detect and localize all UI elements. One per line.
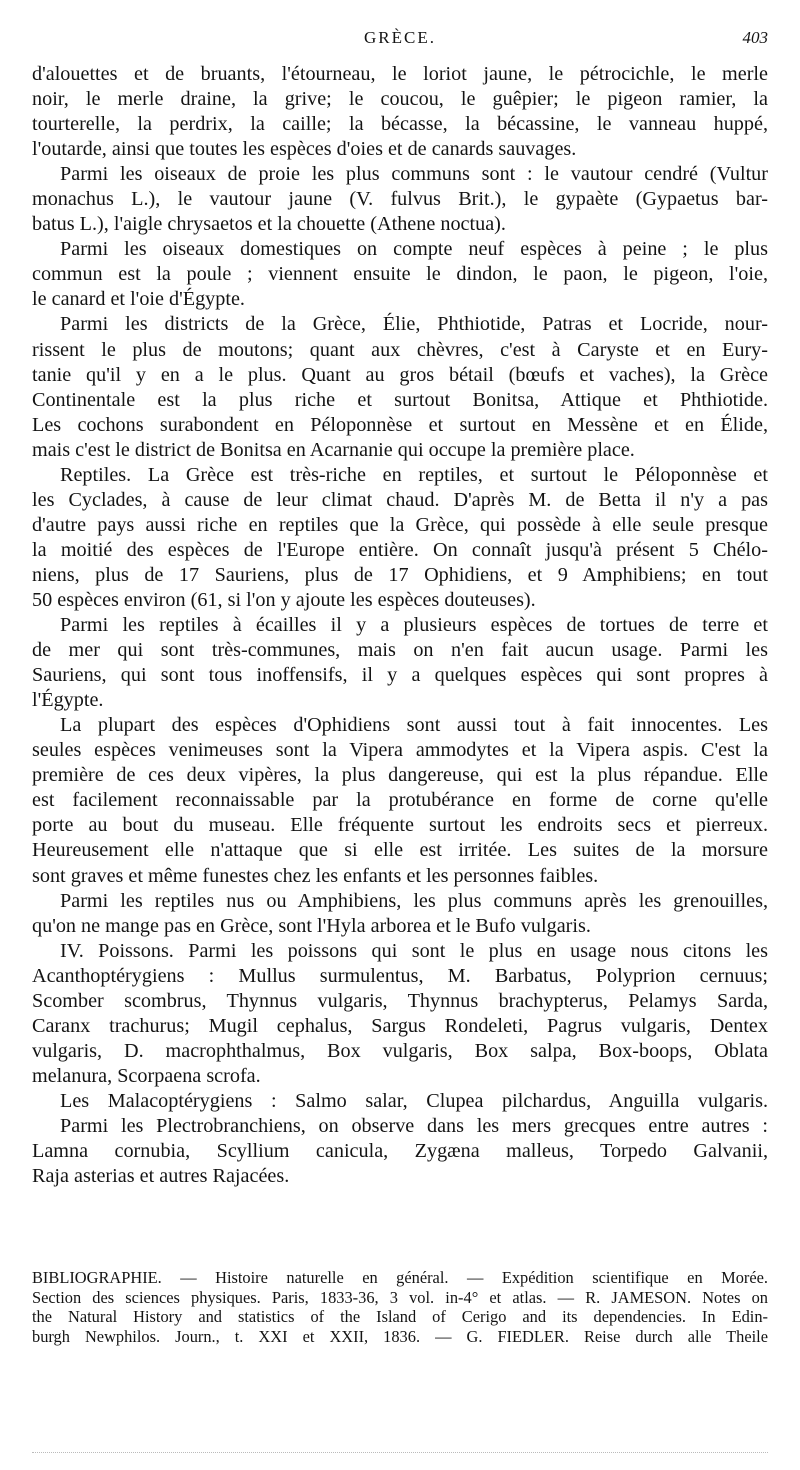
text-line: Lamna cornubia, Scyllium canicula, Zygæna malleus, Torpedo Galvanii, (32, 1140, 768, 1163)
text-line: Parmi les districts de la Grèce, Élie, Phthiotide, Patras et Locride, nour- (60, 313, 768, 336)
text-line: Reptiles. La Grèce est très-riche en reptiles, et surtout le Péloponnèse et (60, 463, 768, 486)
text-line: de mer qui sont très-communes, mais on n'en fait aucun usage. Parmi les (32, 639, 768, 662)
text-line: Scomber scombrus, Thynnus vulgaris, Thynnus brachypterus, Pelamys Sarda, (32, 989, 768, 1012)
text-line: le canard et l'oie d'Égypte. (32, 288, 245, 311)
bibliography (32, 1268, 768, 1346)
text-line: première de ces deux vipères, la plus dangereuse, qui est la plus répandue. Elle (32, 764, 768, 787)
bibliography-line: burgh Newphilos. Journ., t. XXI et XXII, 1836. — G. FIEDLER. Reise durch alle Theile (32, 1326, 768, 1346)
text-line: Parmi les reptiles à écailles il y a plusieurs espèces de tortues de terre et (60, 614, 768, 637)
text-line: Parmi les oiseaux domestiques on compte neuf espèces à peine ; le plus (60, 238, 768, 261)
text-line: d'autre pays aussi riche en reptiles que la Grèce, qui possède à elle seule presque (32, 513, 768, 536)
text-line: Parmi les reptiles nus ou Amphibiens, les plus communs après les grenouilles, (60, 889, 768, 912)
text-line: 50 espèces environ (61, si l'on y ajoute les espèces douteuses). (32, 588, 536, 611)
text-line: qu'on ne mange pas en Grèce, sont l'Hyla arborea et le Bufo vulgaris. (32, 914, 591, 937)
text-line: l'Égypte. (32, 689, 104, 712)
text-line: noir, le merle draine, la grive; le coucou, le guêpier; le pigeon ramier, la (32, 88, 768, 111)
text-line: l'outarde, ainsi que toutes les espèces d'oies et de canards sauvages. (32, 138, 577, 161)
text-line: Les cochons surabondent en Péloponnèse et surtout en Messène et en Élide, (32, 413, 768, 436)
text-line: d'alouettes et de bruants, l'étourneau, le loriot jaune, le pétrocichle, le merle (32, 63, 768, 85)
text-line: La plupart des espèces d'Ophidiens sont aussi tout à fait innocentes. Les (60, 714, 768, 737)
text-line: Sauriens, qui sont tous inoffensifs, il y a quelques espèces qui sont propres à (32, 664, 768, 687)
bibliography-line: Section des sciences physiques. Paris, 1833-36, 3 vol. in-4° et atlas. — R. JAMESON. Notes on (32, 1287, 768, 1307)
bibliography-line: BIBLIOGRAPHIE. — Histoire naturelle en général. — Expédition scientifique en Morée. (32, 1268, 768, 1287)
text-line: Acanthoptérygiens : Mullus surmulentus, M. Barbatus, Polyprion cernuus; (32, 964, 768, 987)
text-line: Continentale est la plus riche et surtout Bonitsa, Attique et Phthiotide. (32, 388, 768, 411)
text-line: niens, plus de 17 Sauriens, plus de 17 Ophidiens, et 9 Amphibiens; en tout (32, 563, 768, 586)
text-line: est facilement reconnaissable par la protubérance en forme de corne qu'elle (32, 789, 768, 812)
text-line: batus L.), l'aigle chrysaetos et la chouette (Athene noctua). (32, 213, 506, 236)
body-text (32, 62, 768, 1189)
text-line: vulgaris, D. macrophthalmus, Box vulgaris, Box salpa, Box-boops, Oblata (32, 1039, 768, 1062)
bibliography-line: the Natural History and statistics of the Island of Cerigo and its dependencies. In Edin- (32, 1307, 768, 1327)
text-line: Les Malacoptérygiens : Salmo salar, Clupea pilchardus, Anguilla vulgaris. (60, 1089, 768, 1112)
text-line: tourterelle, la perdrix, la caille; la bécasse, la bécassine, le vanneau huppé, (32, 113, 768, 136)
text-line: la moitié des espèces de l'Europe entière. On connaît jusqu'à présent 5 Chélo- (32, 538, 768, 561)
page-number: 403 (742, 28, 768, 47)
text-line: IV. Poissons. Parmi les poissons qui sont le plus en usage nous citons les (60, 939, 768, 962)
running-title: GRÈCE. (364, 28, 436, 47)
text-line: seules espèces venimeuses sont la Vipera ammodytes et la Vipera aspis. C'est la (32, 739, 768, 762)
text-line: rissent le plus de moutons; quant aux chèvres, c'est à Caryste et en Eury- (32, 338, 768, 361)
text-line: commun est la poule ; viennent ensuite le dindon, le paon, le pigeon, l'oie, (32, 263, 768, 286)
text-line: Parmi les oiseaux de proie les plus communs sont : le vautour cendré (Vultur (60, 163, 768, 186)
text-line: porte au bout du museau. Elle fréquente surtout les endroits secs et pierreux. (32, 814, 768, 837)
text-line: sont graves et même funestes chez les enfants et les personnes faibles. (32, 864, 599, 887)
text-line: les Cyclades, à cause de leur climat chaud. D'après M. de Betta il n'y a pas (32, 488, 768, 511)
text-line: Caranx trachurus; Mugil cephalus, Sargus Rondeleti, Pagrus vulgaris, Dentex (32, 1014, 768, 1037)
text-line: tanie qu'il y en a le plus. Quant au gros bétail (bœufs et vaches), la Grèce (32, 363, 768, 386)
text-line: Heureusement elle n'attaque que si elle est irritée. Les suites de la morsure (32, 839, 768, 862)
text-line: mais c'est le district de Bonitsa en Acarnanie qui occupe la première place. (32, 438, 635, 461)
text-line: melanura, Scorpaena scrofa. (32, 1064, 261, 1087)
text-line: Raja asterias et autres Rajacées. (32, 1165, 290, 1188)
text-line: Parmi les Plectrobranchiens, on observe dans les mers grecques entre autres : (60, 1114, 768, 1137)
page-header (32, 28, 768, 54)
footer-rule (32, 1452, 768, 1455)
text-line: monachus L.), le vautour jaune (V. fulvus Brit.), le gypaète (Gypaetus bar- (32, 188, 768, 211)
